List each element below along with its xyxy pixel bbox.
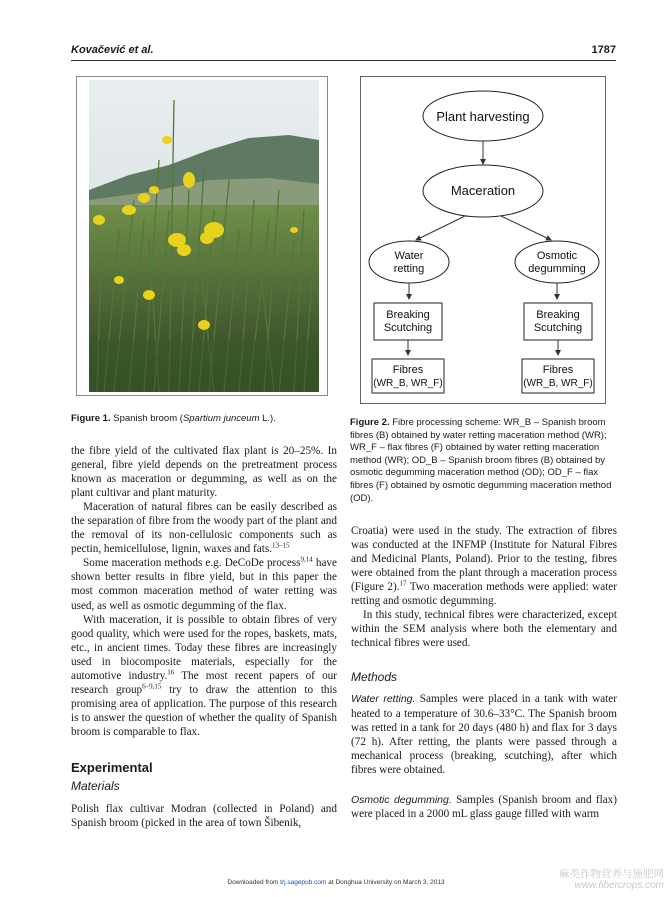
runin-osmotic-degumming: Osmotic degumming. [351,793,452,806]
left-paragraph-3 [71,556,337,612]
footer-pre: Downloaded from [227,879,281,886]
node-scutching-right-label: Scutching [533,322,583,334]
node-water-retting-label-2: retting [393,263,425,275]
figure-1-photo [89,80,319,392]
page-number: 1787 [591,44,616,56]
ref-6-9-15: 6–9,15 [142,682,162,691]
node-fibres-right-codes: (WR_B, WR_F) [523,378,593,389]
runin-water-retting: Water retting. [351,693,416,706]
node-fibres-left-label: Fibres [392,364,424,376]
figure-2-caption-text: Fibre processing scheme: WR_B – Spanish broom fibres (B) obtained by water retting maceration method (WR); WR_F – flax fibres (F) obtained by water retting maceration method (WR); OD_B – Spanish broom fibres (B) obtained by osmotic degumming maceration method (OD); OD_F – flax fibres (F) obtained by osmotic degumming maceration method (OD). [350,417,612,504]
footer-link[interactable]: trj.sagepub.com [280,879,327,886]
footer-post: at Donghua University on March 3, 2013 [326,879,445,886]
node-osmotic-degumming-label-1: Osmotic [536,250,578,262]
node-breaking-right-label: Breaking [536,309,580,321]
ref-17: 17 [399,579,407,588]
node-plant-harvesting-label: Plant harvesting [436,109,530,124]
edge-maceration-osmotic [501,216,551,240]
left-paragraph-3-text-a: Some maceration methods e.g. DeCoDe process [83,557,301,570]
right-paragraph-osmotic-text: Samples (Spanish broom and flax) were placed in a 2000 mL glass gauge filled with warm [351,793,617,820]
subsection-heading-materials: Materials [71,779,120,794]
left-paragraph-4-text-a: With maceration, it is possible to obtain fibres of very good quality, which were used for the ropes, baskets, mats, etc., in ancient times. Today these fibres are increasingly used in biocomposite materials, especially for the automotive industry. [71,613,337,682]
left-paragraph-4 [71,613,337,739]
node-osmotic-degumming [515,241,599,283]
left-paragraph-2-text: Maceration of natural fibres can be easily described as the separation of fibre from the woody part of the plant and the removal of its non-cellulosic components such as pectin, hemicellulose, lignin, waxes and fats. [71,501,337,556]
left-paragraph-3-text-b: have shown better results in fibre yield, but in this paper the most common maceration method of water retting was used, as well as osmotic degumming of the flax. [71,557,337,612]
left-column [71,444,337,830]
left-paragraph-2 [71,500,337,556]
left-paragraph-5: Polish flax cultivar Modran (collected in Poland) and Spanish broom (picked in the area of town Šibenik, [71,803,337,830]
figure-2-label: Figure 2. [350,417,390,428]
left-paragraph-4-text-b: The most recent papers of our research group [71,669,337,696]
node-fibres-right-label: Fibres [542,364,574,376]
right-paragraph-water-retting-text: Samples were placed in a tank with water heated to a temperature of 30.6–33°C. The Spanish broom was retted in a tank for 20 days (480 h) and flax for 3 days (72 h). After retting, the plants were passed through a mechanical process (breaking, scutching), after which fibres were obtained. [351,693,617,776]
right-column [351,524,617,821]
subsection-heading-methods: Methods [351,670,398,685]
node-osmotic-degumming-label-2: degumming [528,263,586,275]
watermark-url: www.fibercrops.com [574,880,664,891]
node-maceration-label: Maceration [450,183,516,198]
figure-1-label: Figure 1. [71,413,111,424]
left-paragraph-4-text-c: try to draw the attention to this promising area of application. The purpose of this research is to answer the question of whether the quality of Spanish broom is comparable to flax. [71,683,337,738]
ref-9-14: 9,14 [300,555,313,564]
node-breaking-left-label: Breaking [386,309,430,321]
node-water-retting-label-1: Water [394,250,424,262]
watermark-chinese: 麻类作物营养与施肥网 [559,868,664,880]
right-paragraph-1-text-a: Croatia) were used in the study. The extraction of fibres was conducted at the INFMP (Institute for Natural Fibres and Medicinal Plants, Poland). Prior to the testing, fibres were obtained from the plant through a maceration process (Figure 2). [351,525,617,594]
right-paragraph-osmotic [351,793,617,821]
figure-1-caption [71,413,341,425]
right-paragraph-2: In this study, technical fibres were characterized, except within the SEM analysis where both the elementary and technical fibres were used. [351,609,617,650]
right-paragraph-1-text-b: Two maceration methods were applied: water retting and osmotic degumming. [351,581,617,608]
figure-1-species: Spartium junceum [182,413,260,424]
header-rule [71,60,616,61]
right-paragraph-1 [351,524,617,608]
edge-maceration-water [416,216,465,240]
figure-2-caption [350,417,616,505]
node-scutching-left-label: Scutching [383,322,433,334]
running-header-authors: Kovačević et al. [71,44,154,56]
ref-13-15: 13–15 [272,541,290,550]
left-paragraph-1: the fibre yield of the cultivated flax plant is 20–25%. In general, fibre yield depends on the pretreatment process known as maceration or degumming, as well as on the plant cultivar and plant maturity. [71,445,337,500]
section-heading-experimental: Experimental [71,759,153,775]
node-fibres-left-codes: (WR_B, WR_F) [373,378,443,389]
figure-2-diagram [360,76,606,404]
ref-16: 16 [167,668,175,677]
node-water-retting [369,241,449,283]
figure-1-caption-post: L.). [259,413,276,424]
right-paragraph-water-retting [351,692,617,776]
figure-1-caption-pre: Spanish broom ( [113,413,183,424]
